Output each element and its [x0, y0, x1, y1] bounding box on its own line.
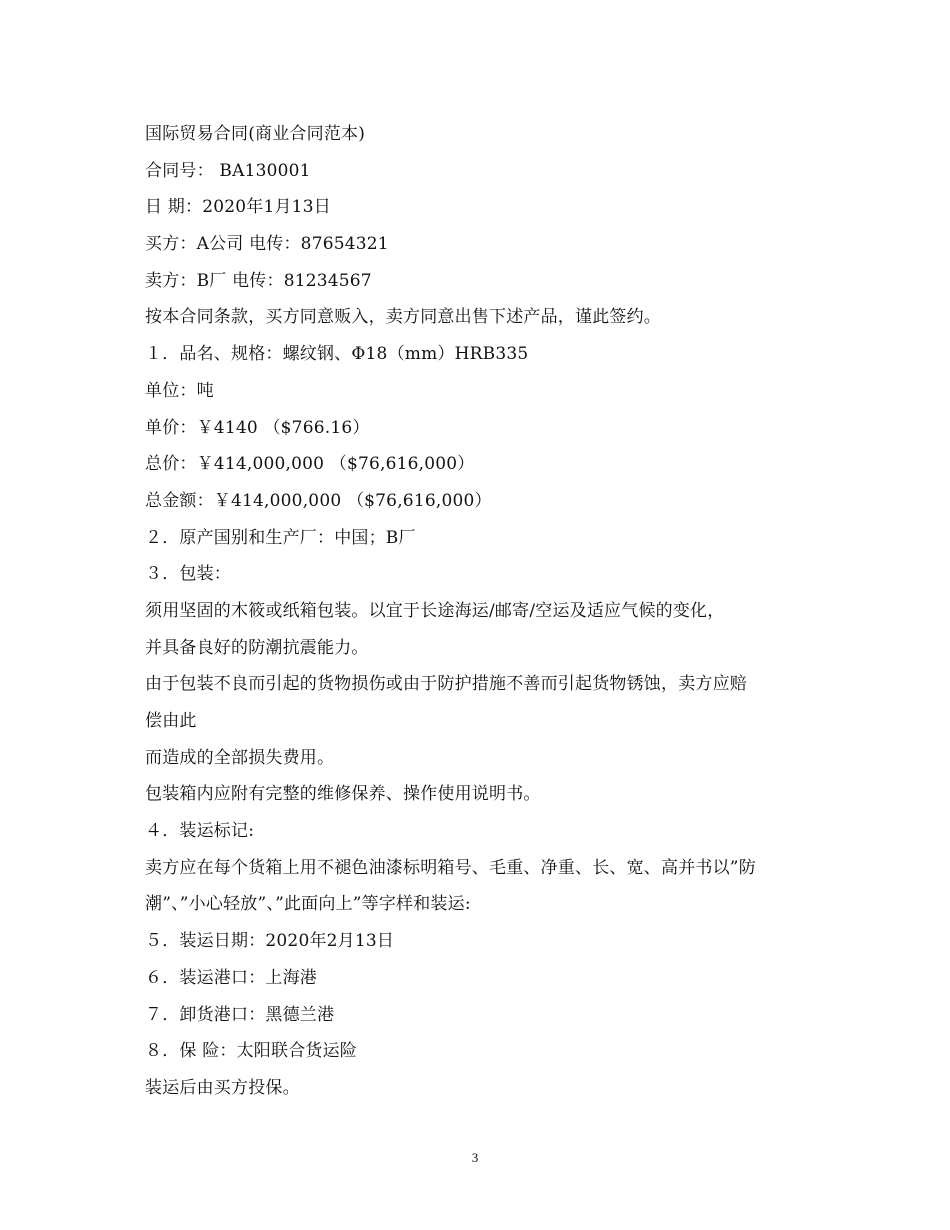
seller-info: 卖方：B厂 电传：81234567 — [145, 270, 372, 291]
clause-3-packing-heading: ３．包装： — [145, 564, 231, 585]
contract-date: 日 期：2020年1月13日 — [145, 197, 331, 218]
buyer-info: 买方：A公司 电传：87654321 — [145, 234, 389, 255]
total-amount-line: 总金额：￥414,000,000 （$76,616,000） — [145, 490, 492, 511]
document-body — [145, 116, 825, 1107]
insurance-note: 装运后由买方投保。 — [145, 1077, 300, 1098]
unit-price-line: 单价：￥4140 （$766.16） — [145, 417, 370, 438]
marking-text-line: 卖方应在每个货箱上用不褪色油漆标明箱号、毛重、净重、长、宽、高并书以”防 — [145, 857, 756, 878]
contract-title: 国际贸易合同(商业合同范本) — [145, 124, 366, 144]
clause-4-marking-heading: ４．装运标记: — [145, 821, 255, 842]
clause-1-product-spec: １．品名、规格：螺纹钢、Φ18（mm）HRB335 — [145, 344, 529, 365]
packing-text-line: 而造成的全部损失费用。 — [145, 747, 335, 768]
unit-line: 单位：吨 — [145, 380, 214, 401]
marking-text-line: 潮”、”小心轻放”、”此面向上”等字样和装运: — [145, 894, 471, 915]
clause-5-shipment-date: ５．装运日期：2020年2月13日 — [145, 931, 395, 952]
contract-number: 合同号： BA130001 — [145, 160, 311, 181]
packing-text-line: 偿由此 — [145, 711, 197, 731]
total-price-line: 总价：￥414,000,000 （$76,616,000） — [145, 454, 475, 475]
packing-text-line: 包装箱内应附有完整的维修保养、操作使用说明书。 — [145, 784, 541, 805]
page-number: 3 — [471, 1150, 479, 1165]
clause-2-origin: ２．原产国别和生产厂：中国；B厂 — [145, 527, 416, 548]
packing-text-line: 须用坚固的木筱或纸箱包装。以宜于长途海运/邮寄/空运及适应气候的变化， — [145, 600, 725, 621]
packing-text-line: 并具备良好的防潮抗震能力。 — [145, 637, 369, 658]
agreement-statement: 按本合同条款，买方同意贩入，卖方同意出售下述产品，谨此签约。 — [145, 307, 661, 328]
clause-6-loading-port: ６．装运港口：上海港 — [145, 967, 317, 988]
clause-8-insurance: ８．保 险：太阳联合货运险 — [145, 1041, 358, 1062]
clause-7-discharge-port: ７．卸货港口：黑德兰港 — [145, 1004, 335, 1025]
packing-text-line: 由于包装不良而引起的货物损伤或由于防护措施不善而引起货物锈蚀，卖方应赔 — [145, 674, 747, 695]
